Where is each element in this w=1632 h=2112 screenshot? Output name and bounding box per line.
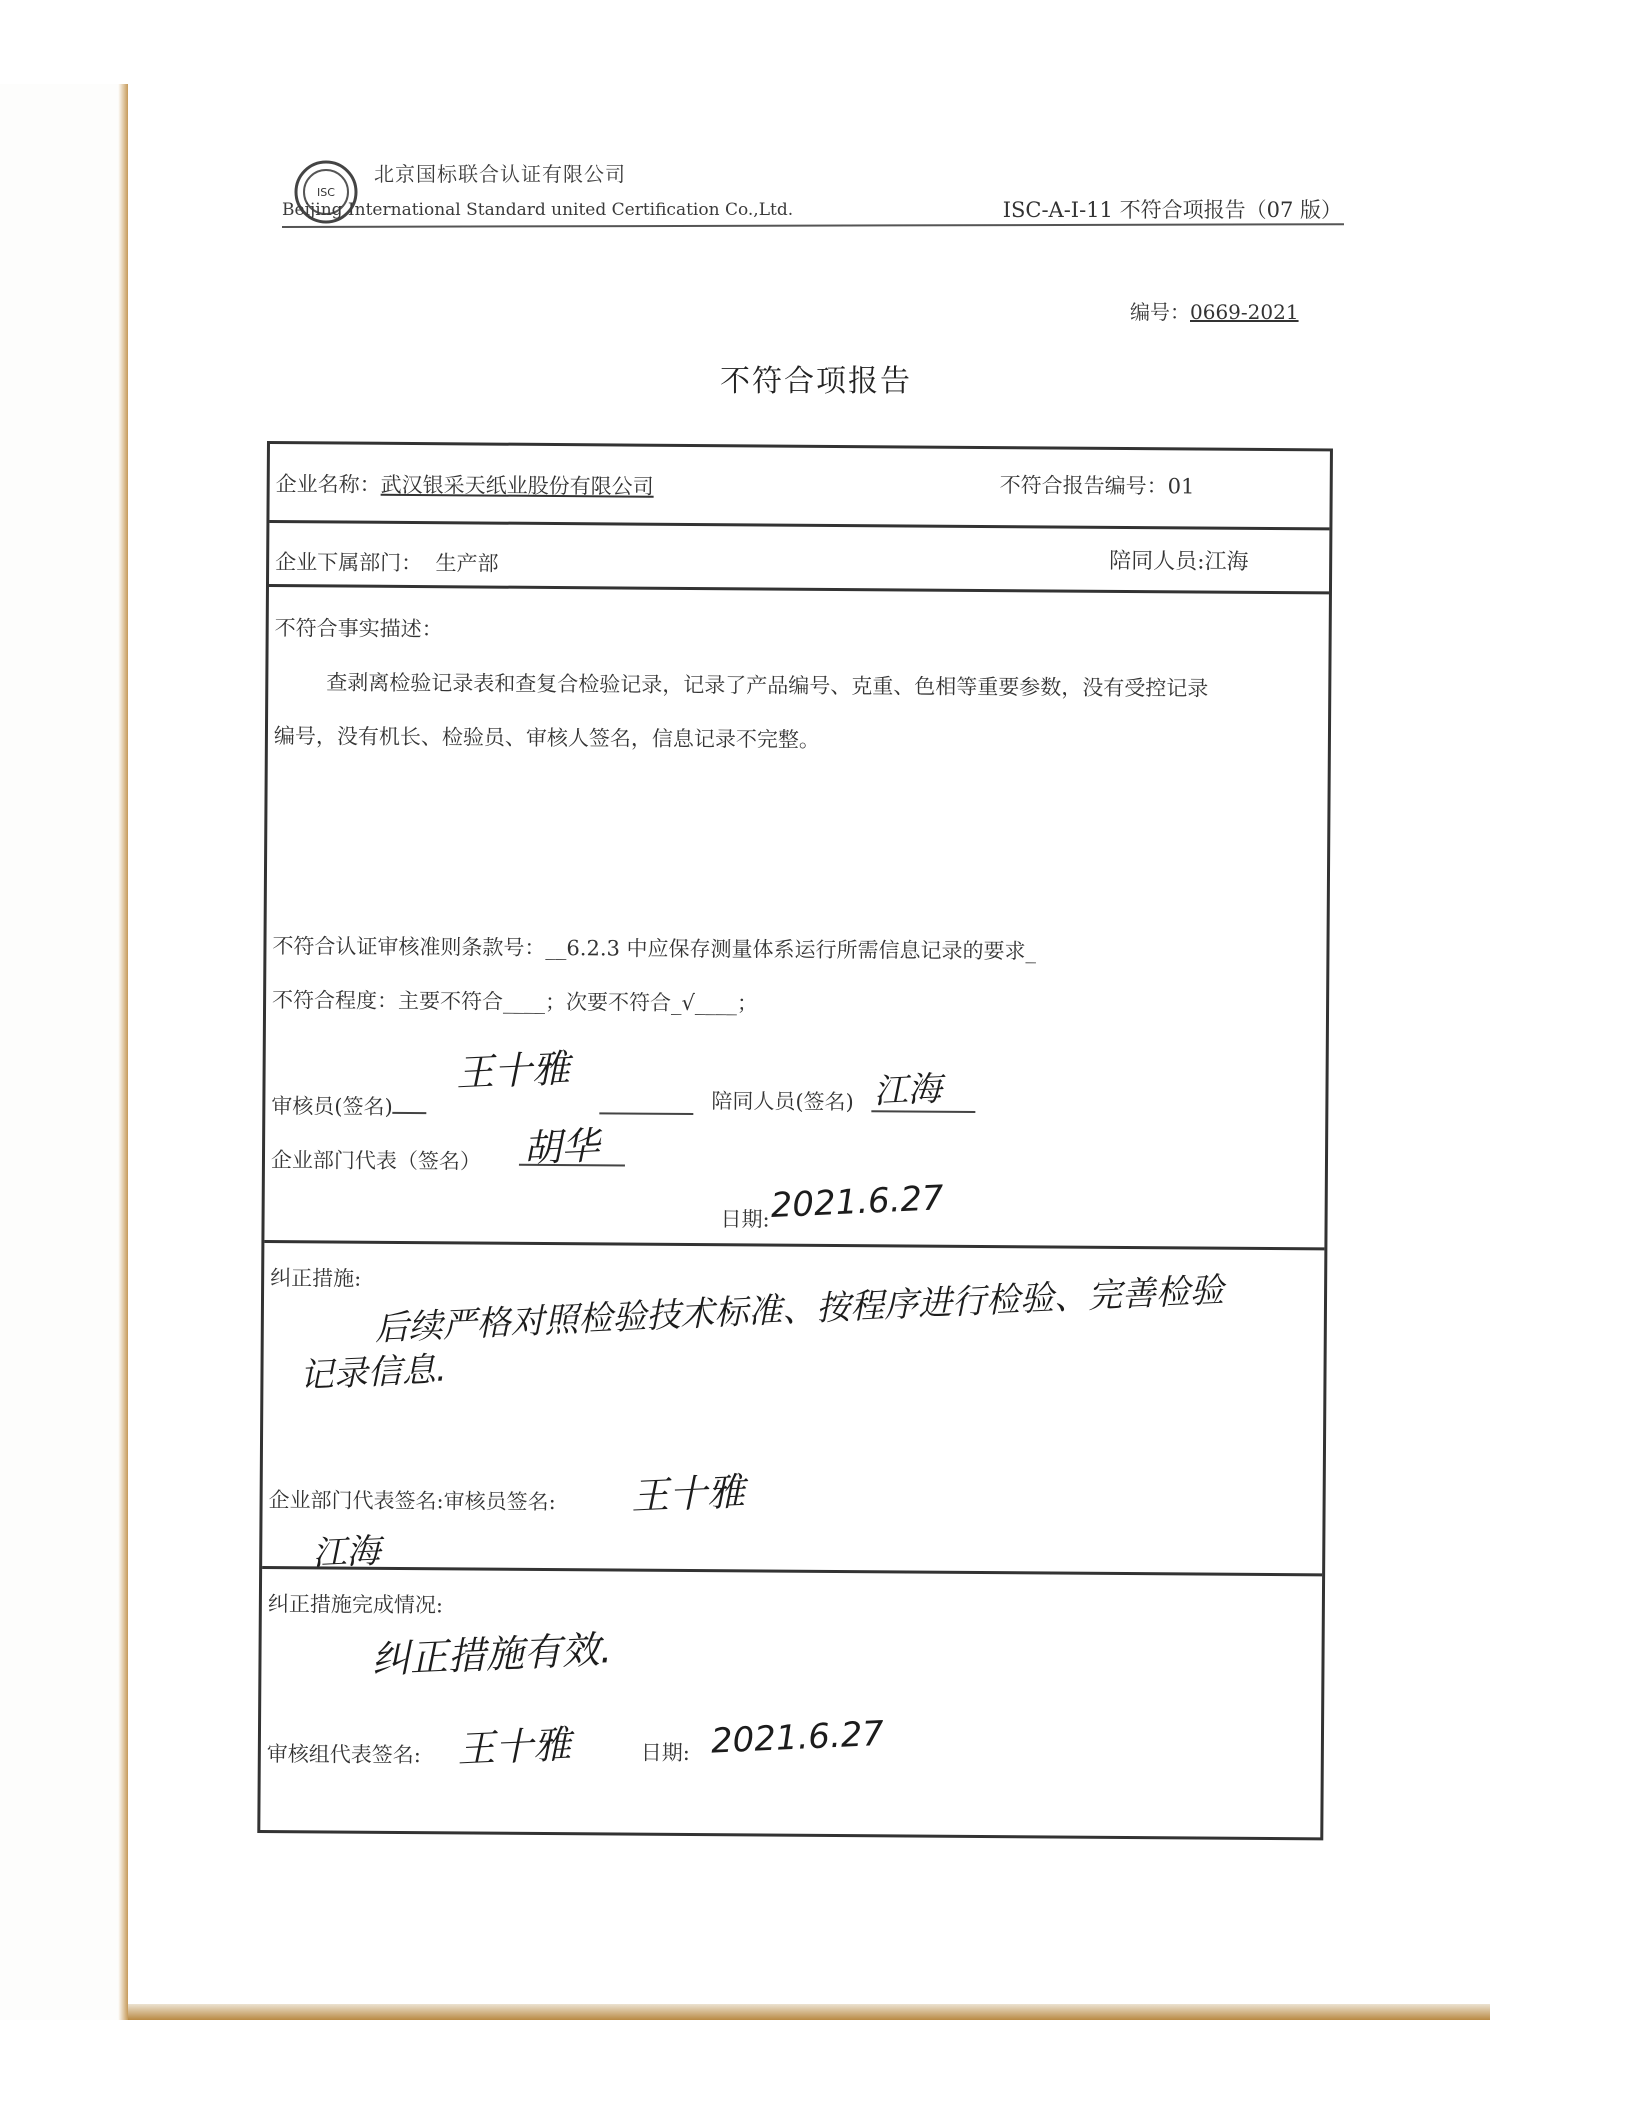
corrective-rep-signature: 江海 xyxy=(311,1531,382,1575)
degree-label: 不符合程度：主要不符合 xyxy=(272,988,504,1014)
facts-line-1: 查剥离检验记录表和查复合检验记录，记录了产品编号、克重、色相等重要参数，没有受控记录 xyxy=(326,670,1209,701)
escort-label: 陪同人员: xyxy=(1109,548,1205,575)
svg-text:ISC: ISC xyxy=(317,186,335,199)
auditor-signature: 王十雅 xyxy=(454,1046,571,1096)
degree-row xyxy=(272,984,758,1017)
completion-date: 2021.6.27 xyxy=(710,1713,885,1762)
row-divider xyxy=(262,1566,1322,1576)
completion-date-label: 日期: xyxy=(640,1740,691,1765)
corrective-text-line-1: 后续严格对照检验技术标准、按程序进行检验、完善检验 xyxy=(373,1270,1225,1349)
facts-label: 不符合事实描述： xyxy=(274,616,443,642)
page-title: 不符合项报告 xyxy=(720,364,912,399)
corrective-text-line-2: 记录信息. xyxy=(298,1349,448,1397)
company-name-en: Beijing International Standard united Certification Co.,Ltd. xyxy=(282,200,794,220)
clause-value: __6.2.3 中应保存测量体系运行所需信息记录的要求_ xyxy=(545,935,1037,964)
report-form xyxy=(257,441,1333,1840)
serial-number xyxy=(1130,296,1299,325)
row-divider xyxy=(269,584,1329,594)
company-label: 企业名称： xyxy=(275,472,381,497)
facts-line-2: 编号，没有机长、检验员、审核人签名，信息记录不完整。 xyxy=(273,724,821,752)
serial-label: 编号： xyxy=(1130,300,1190,324)
escort-value: 江海 xyxy=(1204,549,1249,575)
corrective-auditor-signature: 王十雅 xyxy=(629,1469,746,1519)
report-number-label: 不符合报告编号： xyxy=(999,473,1168,499)
degree-minor-label: ；次要不符合 xyxy=(545,989,672,1015)
escort-sign-line xyxy=(871,1110,975,1113)
facts-date-label: 日期: xyxy=(720,1207,770,1232)
department-row xyxy=(275,546,499,578)
facts-date: 2021.6.27 xyxy=(769,1178,945,1227)
auditor-sign-blank xyxy=(393,1094,427,1114)
row-divider xyxy=(264,1240,1324,1250)
auditor-sign-text: 审核员(签名) xyxy=(271,1094,393,1119)
auditor-sign-label xyxy=(271,1090,427,1121)
company-row xyxy=(276,468,654,501)
escort-sign-label: 陪同人员(签名) xyxy=(711,1089,854,1115)
escort-signature: 江海 xyxy=(872,1068,943,1113)
group-signature: 王十雅 xyxy=(456,1722,573,1772)
report-number-value: 01 xyxy=(1167,474,1195,499)
degree-end: ； xyxy=(736,991,759,1016)
form-code: ISC-A-I-11 不符合项报告（07 版） xyxy=(1002,198,1342,222)
serial-value: 0669-2021 xyxy=(1190,300,1299,324)
group-sign-label: 审核组代表签名: xyxy=(266,1742,421,1768)
auditor-sign-line xyxy=(599,1112,693,1115)
company-value: 武汉银采天纸业股份有限公司 xyxy=(380,472,654,499)
corrective-sign-label: 企业部门代表签名:审核员签名: xyxy=(268,1488,556,1515)
company-name-cn: 北京国标联合认证有限公司 xyxy=(374,162,626,186)
degree-minor: _√____ xyxy=(671,990,738,1016)
department-label: 企业下属部门： xyxy=(275,550,423,576)
corrective-label: 纠正措施: xyxy=(270,1266,362,1291)
report-number xyxy=(1000,469,1195,500)
completion-text: 纠正措施有效. xyxy=(370,1627,613,1683)
degree-major: ____ xyxy=(503,989,546,1014)
row-divider xyxy=(269,520,1329,530)
rep-sign-label: 企业部门代表（签名） xyxy=(270,1148,482,1174)
escort-person xyxy=(1109,544,1249,576)
clause-label: 不符合认证审核准则条款号： xyxy=(272,934,546,960)
department-value: 生产部 xyxy=(435,551,499,576)
completion-label: 纠正措施完成情况: xyxy=(267,1592,444,1618)
clause-row xyxy=(272,930,1036,965)
rep-signature: 胡华 xyxy=(522,1123,601,1171)
paper-shadow-bottom xyxy=(128,2004,1490,2020)
